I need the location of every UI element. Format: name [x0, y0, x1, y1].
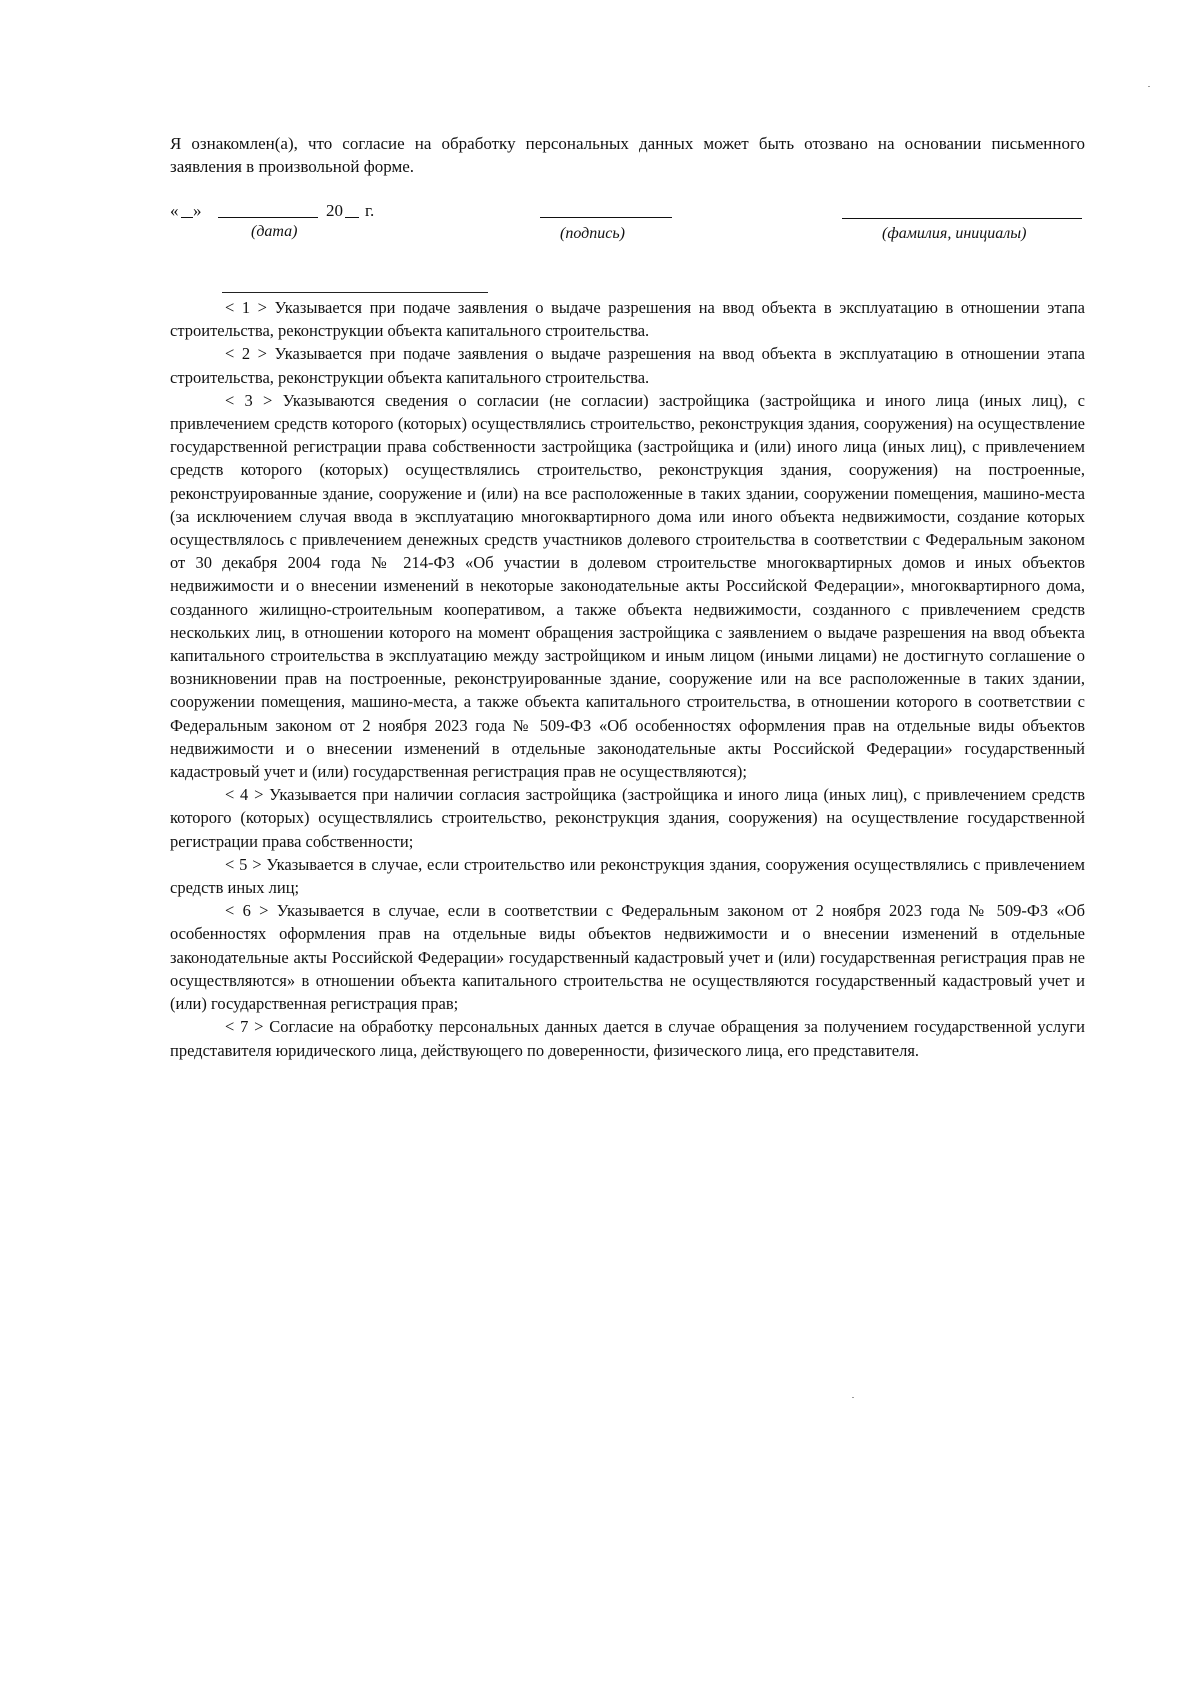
footnote-6: < 6 > Указывается в случае, если в соответствии с Федеральным законом от 2 ноября 2023 года № 509-ФЗ «Об особенностях оформления прав на отдельные виды объектов недвижимости и о внесении изменений в отдельные законодательные акты Российской Федерации» государственный кадастровый учет и (или) государственная регистрация прав не осуществляются» в отношении объекта капитального строительства не осуществляются государственный кадастровый учет и (или) государственная регистрация прав; [170, 901, 1085, 1014]
footnotes-list [170, 296, 1085, 1062]
signature-blank[interactable] [540, 217, 672, 218]
footnote-7: < 7 > Согласие на обработку персональных данных дается в случае обращения за получением государственной услуги представителя юридического лица, действующего по доверенности, физического лица, его представителя. [170, 1017, 1085, 1060]
footnote-separator [222, 292, 488, 293]
date-year-suffix: г. [365, 201, 375, 220]
date-month-blank[interactable] [218, 217, 318, 218]
signature-caption: (подпись) [560, 225, 625, 242]
date-open-quote: « [170, 201, 179, 220]
footnote-4: < 4 > Указывается при наличии согласия застройщика (застройщика и иного лица (иных лиц), с привлечением средств которого (которых) осуществлялись строительство, реконструкция здания, сооружения) на осуществление государственной регистрации права собственности; [170, 785, 1085, 851]
footnote-2: < 2 > Указывается при подаче заявления о выдаче разрешения на ввод объекта в эксплуатацию в отношении этапа строительства, реконструкции объекта капитального строительства. [170, 344, 1085, 387]
scan-speck [1148, 86, 1150, 87]
date-year-blank[interactable] [345, 217, 359, 218]
scan-speck [852, 1397, 854, 1398]
name-caption: (фамилия, инициалы) [882, 225, 1027, 242]
date-close-quote: » [193, 201, 202, 220]
date-caption: (дата) [251, 223, 298, 240]
consent-withdrawal-statement: Я ознакомлен(а), что согласие на обработку персональных данных может быть отозвано на основании письменного заявления в произвольной форме. [170, 134, 1085, 176]
footnote-5: < 5 > Указывается в случае, если строительство или реконструкция здания, сооружения осуществлялись с привлечением средств иных лиц; [170, 854, 1085, 898]
date-day-blank[interactable] [181, 217, 193, 218]
footnote-1: < 1 > Указывается при подаче заявления о выдаче разрешения на ввод объекта в эксплуатацию в отношении этапа строительства, реконструкции объекта капитального строительства. [170, 298, 1085, 341]
name-blank[interactable] [842, 218, 1082, 219]
date-year-prefix: 20 [326, 201, 343, 220]
signature-block [0, 200, 1200, 260]
footnote-3: < 3 > Указываются сведения о согласии (не согласии) застройщика (застройщика и иного лица (иных лиц), с привлечением средств которого (которых) осуществлялись строительство, реконструкция здания, сооружения) на осуществление государственной регистрации права собственности застройщика (застройщика и (или) иного лица (иных лиц), с привлечением средств которого (которых) осуществлялись строительство, реконструкция здания, сооружения) на построенные, реконструированные здание, сооружение и (или) на все расположенные в таких здании, сооружении помещения, машино-места (за исключением случая ввода в эксплуатацию многоквартирного дома или иного объекта недвижимости, создание которых осуществлялось с привлечением денежных средств участников долевого строительства в соответствии с Федеральным законом от 30 декабря 2004 года № 214-ФЗ «Об участии в долевом строительстве многоквартирных домов и иных объектов недвижимости и о внесении изменений в некоторые законодательные акты Российской Федерации», многоквартирного дома, созданного жилищно-строительным кооперативом, а также объекта недвижимости, созданного с привлечением средств нескольких лиц, в отношении которого на момент обращения застройщика с заявлением о выдаче разрешения на ввод объекта капитального строительства в эксплуатацию между застройщиком и иным лицом (иными лицами) не достигнуто соглашение о возникновении прав на построенные, реконструированные здание, сооружение или на все расположенные в таких здании, сооружении помещения, машино-места, а также объекта капитального строительства, в отношении которого в соответствии с Федеральным законом от 2 ноября 2023 года № 509-ФЗ «Об особенностях оформления прав на отдельные виды объектов недвижимости и о внесении изменений в отдельные законодательные акты Российской Федерации» государственный кадастровый учет и (или) государственная регистрация прав не осуществляются); [170, 390, 1085, 782]
